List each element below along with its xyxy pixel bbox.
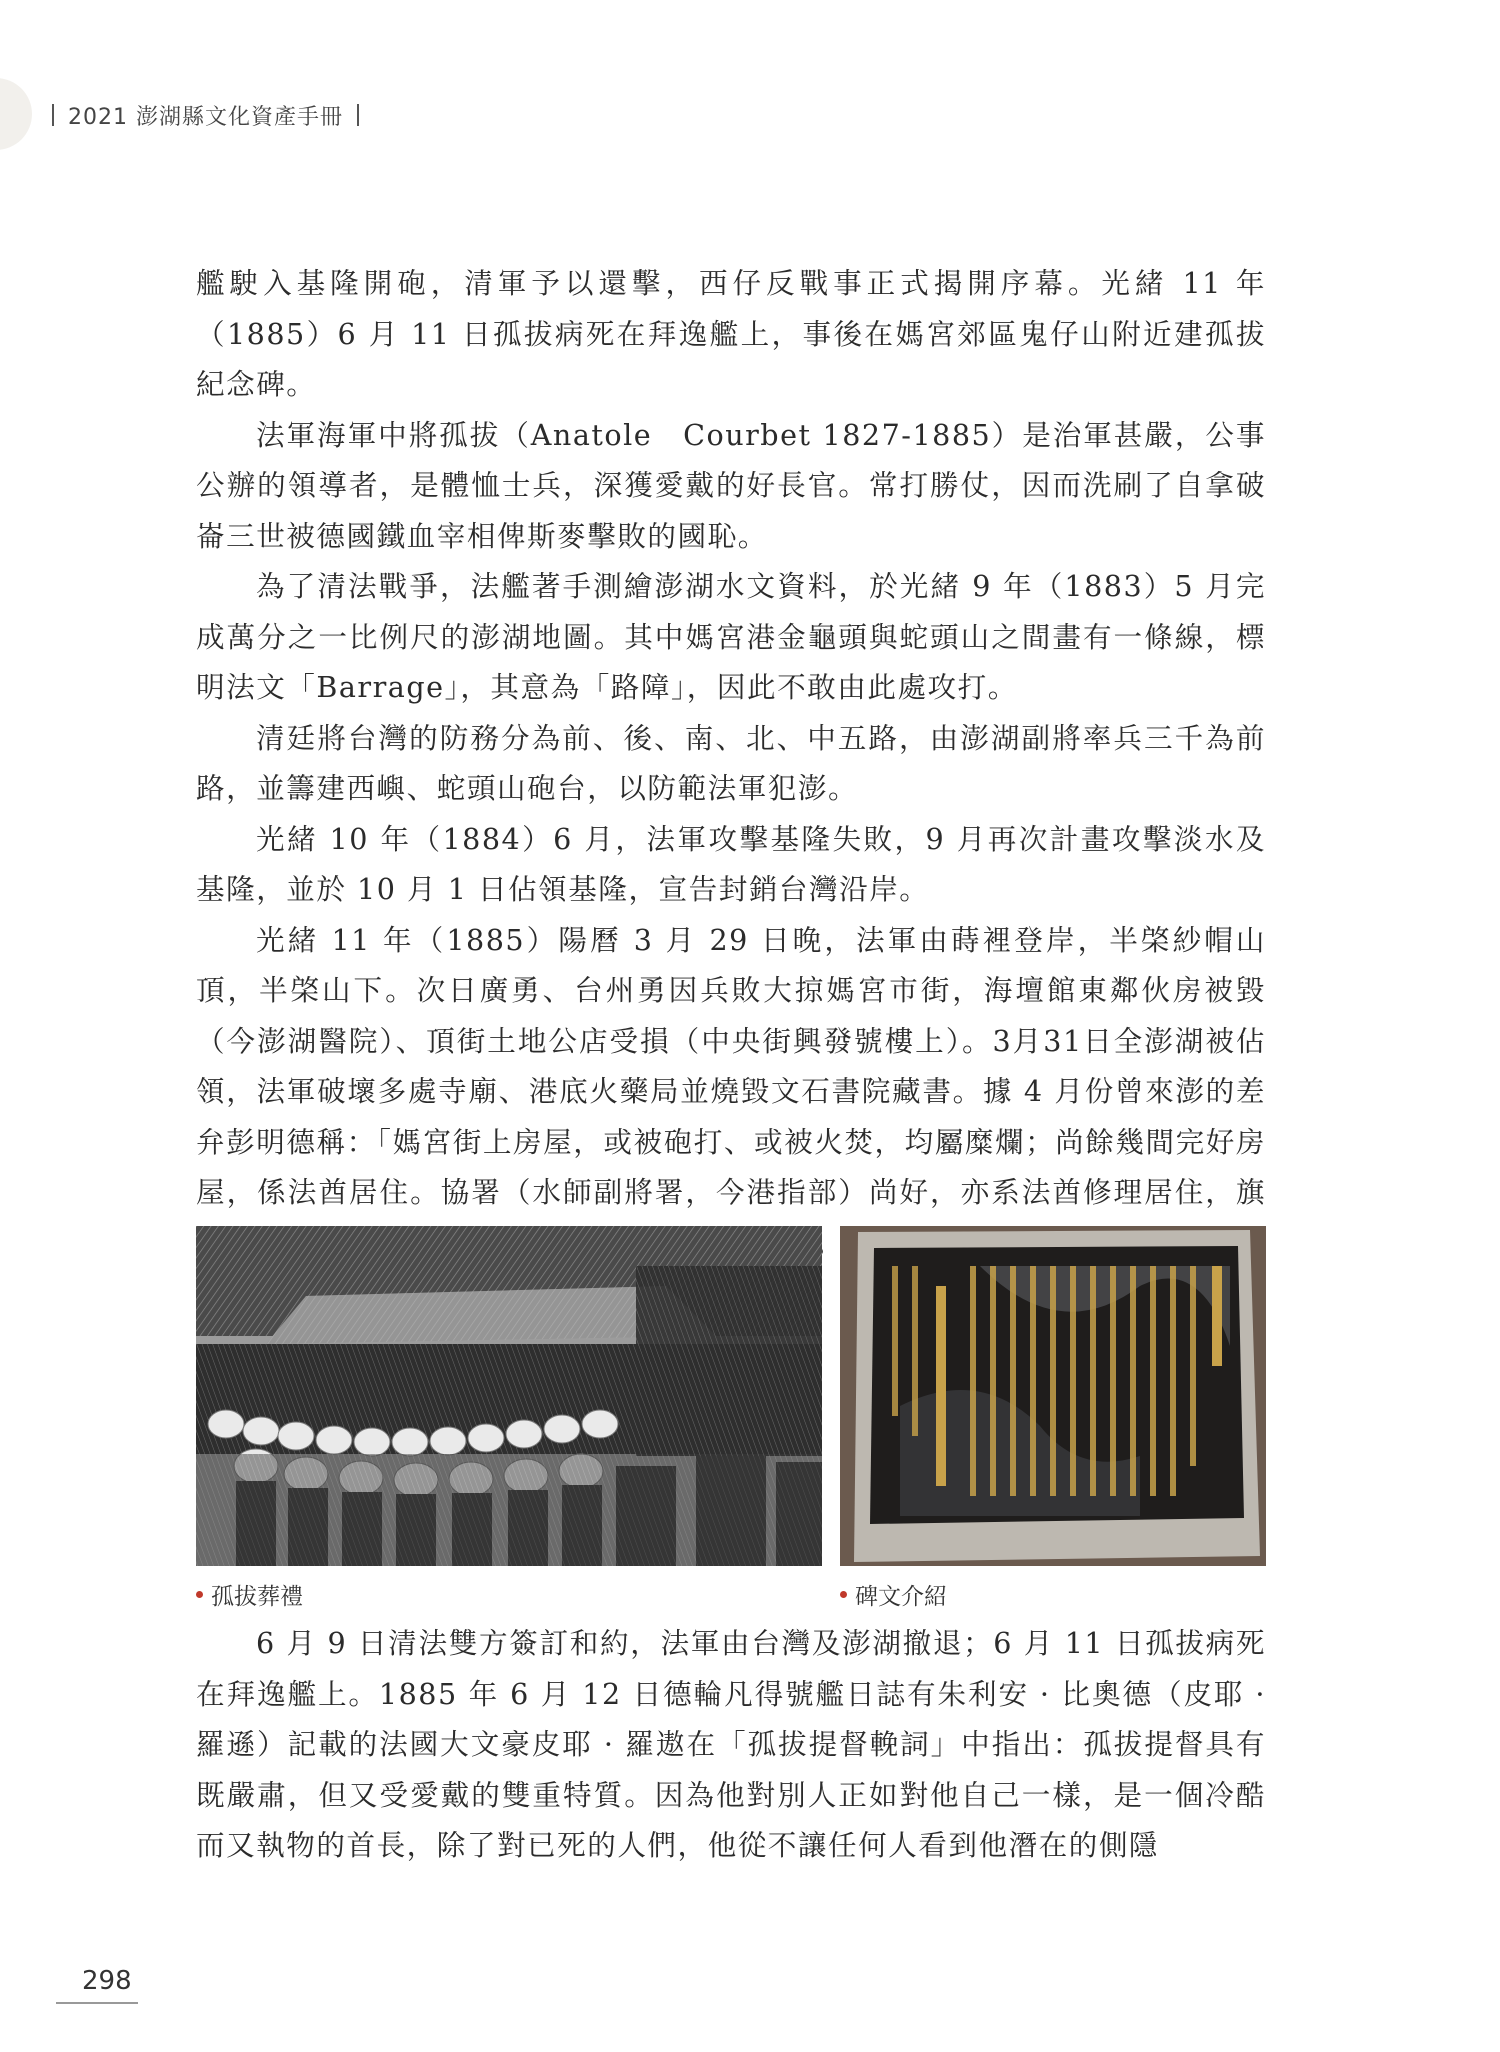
corner-tab-decoration (0, 78, 32, 150)
paragraph: 艦駛入基隆開砲，清軍予以還擊，西仔反戰事正式揭開序幕。光緒 11 年（1885）6 月 11 日孤拔病死在拜逸艦上，事後在媽宮郊區鬼仔山附近建孤拔紀念碑。 (196, 266, 1266, 401)
header-divider-left (52, 104, 54, 126)
paragraph: 光緒 10 年（1884）6 月，法軍攻擊基隆失敗，9 月再次計畫攻擊淡水及基隆，並於 10 月 1 日佔領基隆，宣告封銷台灣沿岸。 (196, 821, 1266, 906)
header-divider-right (357, 104, 359, 126)
paragraph: 為了清法戰爭，法艦著手測繪澎湖水文資料，於光緒 9 年（1883）5 月完成萬分之一比例尺的澎湖地圖。其中媽宮港金龜頭與蛇頭山之間畫有一條線，標明法文「Barrage」，其意為「路障」，因此不敢由此處攻打。 (196, 569, 1266, 704)
figure-row (196, 1226, 1266, 1566)
page-number: 298 (82, 1966, 132, 1996)
paragraph: 光緒 11 年（1885）陽曆 3 月 29 日晚，法軍由蒔裡登岸，半棨紗帽山頂，半棨山下。次日廣勇、台州勇因兵敗大掠媽宮市街，海壇館東鄰伙房被毀（今澎湖醫院）、頂街土地公店受損（中央街興發號樓上）。3月31日全澎湖被佔領，法軍破壞多處寺廟、港底火藥局並燒毀文石書院藏書。據 4 月份曾來澎的差弁彭明德稱：「媽宮街上房屋，或被砲打、或被火焚，均屬糜爛；尚餘幾間完好房屋，係法酋居住。協署（水師副將署，今港指部）尚好，亦系法酋修理居住，旗 。 (196, 922, 1266, 1260)
paragraph: 6 月 9 日清法雙方簽訂和約，法軍由台灣及澎湖撤退；6 月 11 日孤拔病死在拜逸艦上。1885 年 6 月 12 日德輪凡得號艦日誌有朱利安 · 比奧德（皮耶 · 羅遜）記載的法國大文豪皮耶 · 羅遨在「孤拔提督輓詞」中指出：孤拔提督具有既嚴肅，但又受愛戴的雙重特質。因為他對別人正如對他自己一樣，是一個冷酷而又執物的首長，除了對已死的人們，他從不讓任何人看到他潛在的側隱 (196, 1626, 1266, 1862)
stele-inscription-image (840, 1226, 1266, 1566)
figure-caption-stele (840, 1578, 947, 1611)
running-header (52, 100, 359, 130)
article-body-bottom (196, 1618, 1266, 1871)
article-body-top (196, 258, 1266, 1268)
paragraph: 法軍海軍中將孤拔（Anatole Courbet 1827-1885）是治軍甚嚴，公事公辦的領導者，是體恤士兵，深獲愛戴的好長官。常打勝仗，因而洗刷了自拿破崙三世被德國鐵血宰相俾斯麥擊敗的國恥。 (196, 417, 1266, 553)
page-number-rule (56, 2002, 138, 2004)
header-title: 2021 澎湖縣文化資產手冊 (68, 104, 343, 130)
funeral-engraving-image (196, 1226, 822, 1566)
caption-bullet-icon (840, 1591, 847, 1598)
caption-text: 孤拔葬禮 (211, 1584, 303, 1610)
figure-caption-funeral (196, 1578, 303, 1611)
caption-bullet-icon (196, 1591, 203, 1598)
paragraph: 清廷將台灣的防務分為前、後、南、北、中五路，由澎湖副將率兵三千為前路，並籌建西嶼、蛇頭山砲台，以防範法軍犯澎。 (196, 720, 1266, 805)
caption-text: 碑文介紹 (855, 1584, 947, 1610)
